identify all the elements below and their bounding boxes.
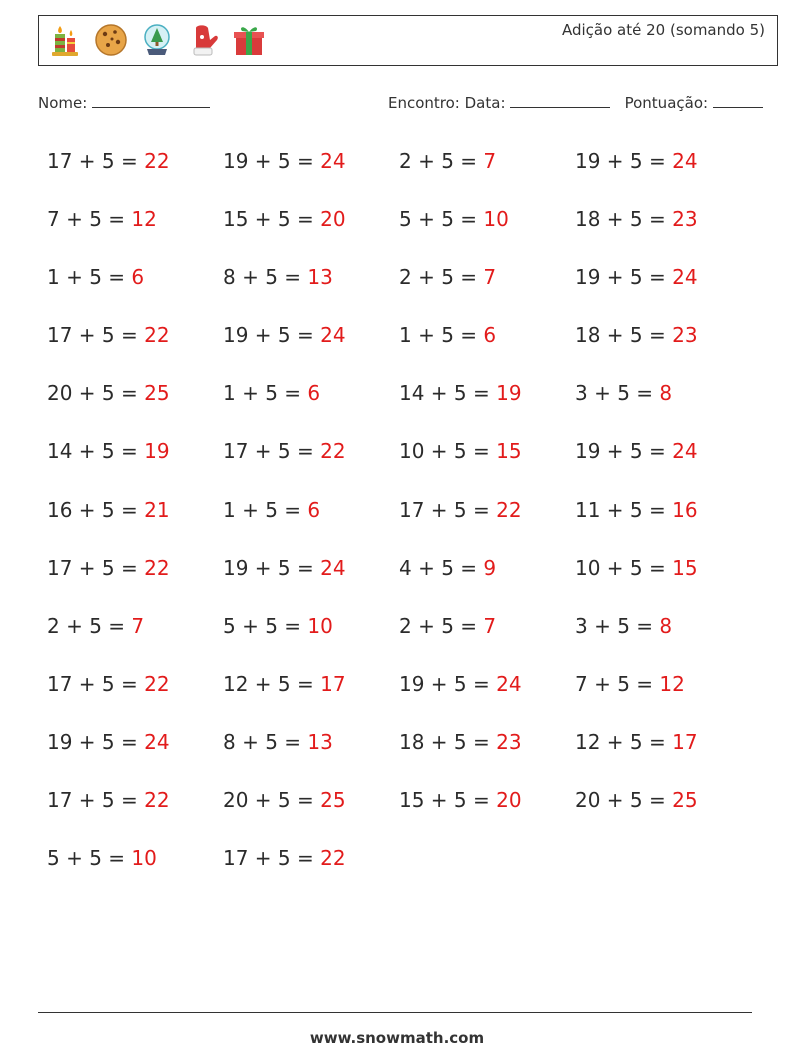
problem xyxy=(47,723,223,781)
problem-answer: 22 xyxy=(144,555,170,580)
problem xyxy=(575,723,751,781)
problem-answer: 22 xyxy=(496,497,522,522)
problem xyxy=(47,258,223,316)
problem-answer: 17 xyxy=(672,729,698,754)
problem xyxy=(223,665,399,723)
problem-question: 20 + 5 = xyxy=(575,788,673,813)
problem-answer: 17 xyxy=(320,671,346,696)
problem-question: 5 + 5 = xyxy=(399,207,484,232)
problem xyxy=(575,374,751,432)
problem xyxy=(47,839,223,897)
problem xyxy=(47,316,223,374)
problem-question: 5 + 5 = xyxy=(47,846,132,871)
problem-answer: 23 xyxy=(672,207,698,232)
problem xyxy=(223,200,399,258)
problem xyxy=(399,200,575,258)
problem-answer: 22 xyxy=(144,323,170,348)
problem xyxy=(223,607,399,665)
problem-answer: 10 xyxy=(307,613,333,638)
snow-globe-icon xyxy=(139,22,175,58)
problem xyxy=(399,781,575,839)
problem-question: 14 + 5 = xyxy=(47,439,145,464)
mitten-icon xyxy=(185,22,221,58)
problem-answer: 13 xyxy=(307,729,333,754)
problem-question: 16 + 5 = xyxy=(47,497,145,522)
problem xyxy=(223,316,399,374)
problem-answer: 23 xyxy=(496,729,522,754)
problem xyxy=(47,432,223,490)
problem-question: 17 + 5 = xyxy=(47,555,145,580)
problem-grid xyxy=(47,142,767,897)
problem-question: 10 + 5 = xyxy=(575,555,673,580)
problem xyxy=(399,258,575,316)
problem-answer: 15 xyxy=(496,439,522,464)
cookie-icon xyxy=(93,22,129,58)
problem-answer: 24 xyxy=(672,439,698,464)
problem-answer: 24 xyxy=(320,323,346,348)
problem xyxy=(47,607,223,665)
problem-question: 2 + 5 = xyxy=(47,613,132,638)
problem-answer: 6 xyxy=(307,381,321,406)
name-field xyxy=(38,93,210,112)
problem-question: 19 + 5 = xyxy=(223,323,321,348)
problem-question: 19 + 5 = xyxy=(575,265,673,290)
problem xyxy=(399,142,575,200)
worksheet-title: Adição até 20 (somando 5) xyxy=(561,21,765,39)
problem xyxy=(575,316,751,374)
problem-answer: 21 xyxy=(144,497,170,522)
problem xyxy=(223,723,399,781)
problem-answer: 7 xyxy=(483,613,497,638)
problem-answer: 20 xyxy=(320,207,346,232)
problem-answer: 22 xyxy=(320,439,346,464)
problem-answer: 23 xyxy=(672,323,698,348)
problem-answer: 12 xyxy=(659,671,685,696)
problem-question: 17 + 5 = xyxy=(47,671,145,696)
problem-question: 19 + 5 = xyxy=(223,149,321,173)
problem-answer: 19 xyxy=(144,439,170,464)
problem-question: 12 + 5 = xyxy=(575,729,673,754)
problem-question: 15 + 5 = xyxy=(399,788,497,813)
problem-answer: 7 xyxy=(131,613,145,638)
problem-question: 17 + 5 = xyxy=(47,788,145,813)
problem xyxy=(399,491,575,549)
problem-question: 18 + 5 = xyxy=(575,323,673,348)
problem xyxy=(399,549,575,607)
problem-question: 7 + 5 = xyxy=(575,671,660,696)
problem-answer: 10 xyxy=(483,207,509,232)
problem-answer: 7 xyxy=(483,265,497,290)
meeting-date-label: Encontro: Data: xyxy=(388,94,506,112)
problem xyxy=(47,200,223,258)
problem-answer: 22 xyxy=(144,671,170,696)
problem-question: 17 + 5 = xyxy=(47,149,145,173)
problem xyxy=(575,781,751,839)
problem-answer: 13 xyxy=(307,265,333,290)
problem-question: 1 + 5 = xyxy=(399,323,484,348)
problem-question: 5 + 5 = xyxy=(223,613,308,638)
problem-answer: 8 xyxy=(659,613,673,638)
problem-answer: 25 xyxy=(144,381,170,406)
problem-answer: 6 xyxy=(131,265,145,290)
problem xyxy=(575,432,751,490)
problem-question: 1 + 5 = xyxy=(223,381,308,406)
problem-question: 1 + 5 = xyxy=(47,265,132,290)
problem-question: 2 + 5 = xyxy=(399,265,484,290)
footer-divider xyxy=(38,1012,752,1013)
problem-question: 20 + 5 = xyxy=(223,788,321,813)
problem-question: 11 + 5 = xyxy=(575,497,673,522)
problem-answer: 19 xyxy=(496,381,522,406)
score-blank[interactable] xyxy=(713,93,763,108)
problem xyxy=(399,432,575,490)
problem xyxy=(223,258,399,316)
problem-question: 19 + 5 = xyxy=(399,671,497,696)
problem xyxy=(575,200,751,258)
problem-question: 19 + 5 = xyxy=(575,439,673,464)
problem xyxy=(223,781,399,839)
problem xyxy=(575,607,751,665)
gift-icon xyxy=(231,22,267,58)
problem-question: 19 + 5 = xyxy=(223,555,321,580)
problem-answer: 6 xyxy=(307,497,321,522)
problem-question: 8 + 5 = xyxy=(223,729,308,754)
problem-question: 3 + 5 = xyxy=(575,381,660,406)
problem-question: 8 + 5 = xyxy=(223,265,308,290)
problem-question: 10 + 5 = xyxy=(399,439,497,464)
problem-question: 18 + 5 = xyxy=(575,207,673,232)
problem-answer: 20 xyxy=(496,788,522,813)
problem-answer: 24 xyxy=(496,671,522,696)
problem xyxy=(223,374,399,432)
problem-answer: 8 xyxy=(659,381,673,406)
problem-answer: 22 xyxy=(320,846,346,871)
problem xyxy=(575,491,751,549)
date-blank[interactable] xyxy=(510,93,610,108)
problem-answer: 24 xyxy=(672,265,698,290)
problem-answer: 24 xyxy=(144,729,170,754)
problem-question: 4 + 5 = xyxy=(399,555,484,580)
problem-answer: 22 xyxy=(144,149,170,173)
problem-question: 18 + 5 = xyxy=(399,729,497,754)
problem xyxy=(47,491,223,549)
candles-icon xyxy=(47,22,83,58)
problem-question: 17 + 5 = xyxy=(399,497,497,522)
problem xyxy=(575,549,751,607)
problem-question: 19 + 5 = xyxy=(47,729,145,754)
problem xyxy=(223,491,399,549)
problem xyxy=(575,665,751,723)
problem-answer: 6 xyxy=(483,323,497,348)
problem xyxy=(47,549,223,607)
problem-question: 7 + 5 = xyxy=(47,207,132,232)
problem xyxy=(575,142,751,200)
problem-question: 2 + 5 = xyxy=(399,613,484,638)
name-label: Nome: xyxy=(38,94,88,112)
problem-answer: 22 xyxy=(144,788,170,813)
problem xyxy=(399,607,575,665)
problem-answer: 24 xyxy=(320,149,346,173)
problem-answer: 25 xyxy=(672,788,698,813)
problem-question: 17 + 5 = xyxy=(223,846,321,871)
problem-answer: 12 xyxy=(131,207,157,232)
problem-answer: 10 xyxy=(131,846,157,871)
name-blank[interactable] xyxy=(92,93,210,108)
problem xyxy=(223,142,399,200)
problem-question: 3 + 5 = xyxy=(575,613,660,638)
header-box xyxy=(38,15,778,66)
problem xyxy=(47,781,223,839)
problem-question: 2 + 5 = xyxy=(399,149,484,173)
problem xyxy=(47,665,223,723)
problem-question: 17 + 5 = xyxy=(223,439,321,464)
problem xyxy=(399,316,575,374)
problem xyxy=(399,374,575,432)
problem-answer: 16 xyxy=(672,497,698,522)
problem xyxy=(399,665,575,723)
problem-question: 1 + 5 = xyxy=(223,497,308,522)
header-icons xyxy=(47,22,267,58)
problem-question: 14 + 5 = xyxy=(399,381,497,406)
problem-answer: 25 xyxy=(320,788,346,813)
problem xyxy=(47,374,223,432)
problem xyxy=(223,549,399,607)
problem xyxy=(223,432,399,490)
problem-answer: 24 xyxy=(672,149,698,173)
problem xyxy=(223,839,399,897)
problem-question: 15 + 5 = xyxy=(223,207,321,232)
problem-question: 17 + 5 = xyxy=(47,323,145,348)
score-label: Pontuação: xyxy=(624,94,709,112)
problem-question: 19 + 5 = xyxy=(575,149,673,173)
problem-question: 12 + 5 = xyxy=(223,671,321,696)
meeting-score-fields xyxy=(388,93,763,112)
problem-question: 20 + 5 = xyxy=(47,381,145,406)
footer-url: www.snowmath.com xyxy=(309,1029,485,1047)
problem-answer: 9 xyxy=(483,555,497,580)
problem xyxy=(47,142,223,200)
problem-answer: 24 xyxy=(320,555,346,580)
problem xyxy=(575,258,751,316)
problem-answer: 7 xyxy=(483,149,497,173)
problem xyxy=(399,723,575,781)
problem-answer: 15 xyxy=(672,555,698,580)
